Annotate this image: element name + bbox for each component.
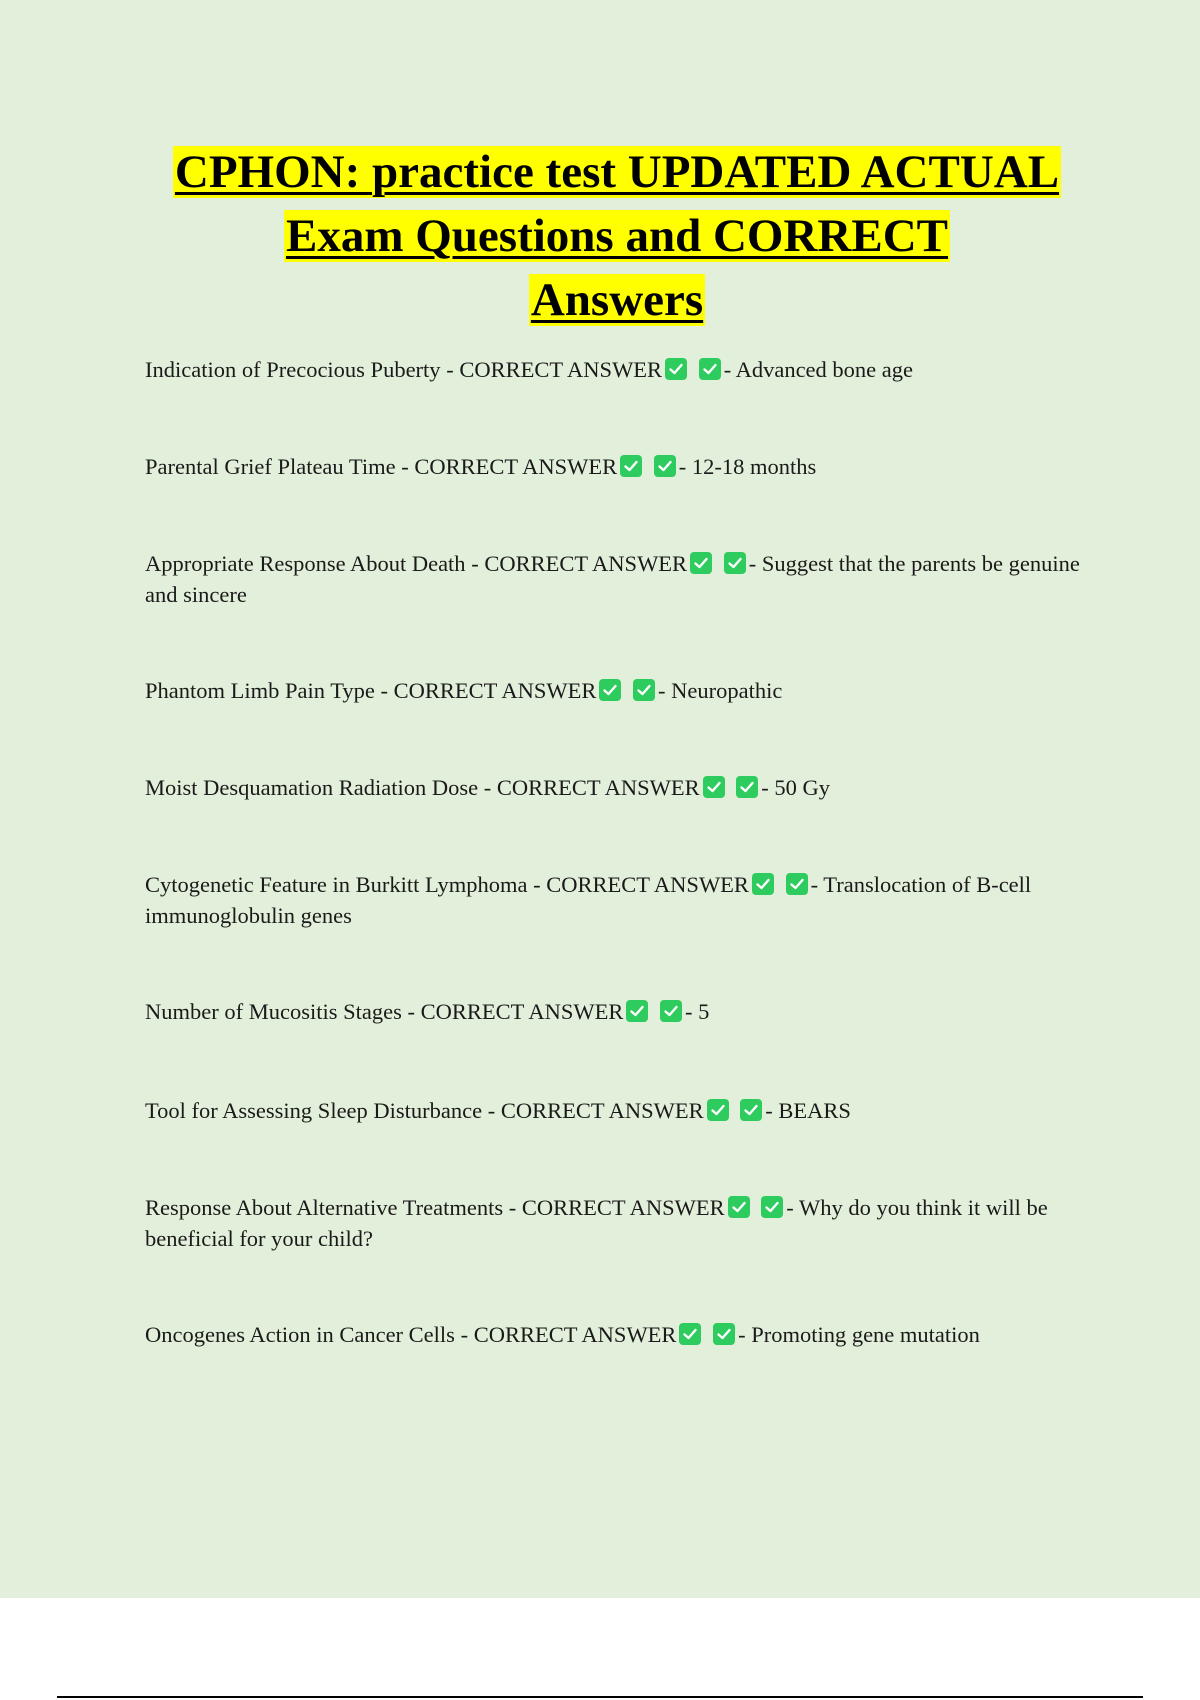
correct-answer-label: CORRECT ANSWER: [546, 872, 749, 897]
check-mark-button-icon: [707, 1099, 729, 1121]
correct-answer-label: CORRECT ANSWER: [473, 1322, 677, 1347]
check-mark-button-icon: [740, 1099, 762, 1121]
qa-item: Moist Desquamation Radiation Dose - CORRECT ANSWER - 50 Gy: [145, 775, 830, 800]
check-mark-button-icon: [724, 552, 746, 574]
document-title: [130, 140, 1104, 332]
check-mark-button-icon: [699, 358, 721, 380]
answer-text: Advanced bone age: [735, 357, 913, 382]
answer-text: BEARS: [778, 1098, 851, 1123]
question-text: Tool for Assessing Sleep Disturbance: [145, 1098, 483, 1123]
correct-answer-label: CORRECT ANSWER: [393, 678, 597, 703]
question-text: Response About Alternative Treatments: [145, 1195, 504, 1220]
qa-item: Number of Mucositis Stages - CORRECT ANSWER - 5: [145, 999, 710, 1024]
answer-text: Suggest that the parents be genuine and sincere: [145, 551, 1080, 607]
answer-text: Neuropathic: [671, 678, 783, 703]
footer-divider: [57, 1696, 1143, 1698]
qa-item: Response About Alternative Treatments - CORRECT ANSWER - Why do you think it will be beneficial for your child?: [145, 1195, 1048, 1251]
check-mark-button-icon: [761, 1196, 783, 1218]
correct-answer-label: CORRECT ANSWER: [459, 357, 663, 382]
qa-item: Phantom Limb Pain Type - CORRECT ANSWER - Neuropathic: [145, 678, 783, 703]
check-mark-button-icon: [690, 552, 712, 574]
check-mark-button-icon: [703, 776, 725, 798]
check-mark-button-icon: [599, 679, 621, 701]
answer-text: Promoting gene mutation: [751, 1322, 980, 1347]
question-text: Indication of Precocious Puberty: [145, 357, 441, 382]
qa-item: Cytogenetic Feature in Burkitt Lymphoma - CORRECT ANSWER - Translocation of B-cell immunoglobulin genes: [145, 872, 1032, 928]
question-text: Number of Mucositis Stages: [145, 999, 402, 1024]
check-mark-button-icon: [654, 455, 676, 477]
question-text: Cytogenetic Feature in Burkitt Lymphoma: [145, 872, 528, 897]
qa-item: Indication of Precocious Puberty - CORRECT ANSWER - Advanced bone age: [145, 357, 913, 382]
qa-item: Tool for Assessing Sleep Disturbance - CORRECT ANSWER - BEARS: [145, 1098, 851, 1123]
question-text: Phantom Limb Pain Type: [145, 678, 375, 703]
check-mark-button-icon: [736, 776, 758, 798]
check-mark-button-icon: [665, 358, 687, 380]
answer-text: 5: [698, 999, 710, 1024]
check-mark-button-icon: [713, 1323, 735, 1345]
correct-answer-label: CORRECT ANSWER: [500, 1098, 704, 1123]
title-line-2: Exam Questions and CORRECT: [285, 210, 949, 262]
check-mark-button-icon: [786, 873, 808, 895]
check-mark-button-icon: [679, 1323, 701, 1345]
check-mark-button-icon: [626, 1000, 648, 1022]
correct-answer-label: CORRECT ANSWER: [420, 999, 624, 1024]
question-text: Oncogenes Action in Cancer Cells: [145, 1322, 455, 1347]
qa-item: Parental Grief Plateau Time - CORRECT ANSWER - 12-18 months: [145, 454, 817, 479]
answer-text: Translocation of B-cell immunoglobulin genes: [145, 872, 1032, 928]
check-mark-button-icon: [752, 873, 774, 895]
question-text: Moist Desquamation Radiation Dose: [145, 775, 479, 800]
check-mark-button-icon: [633, 679, 655, 701]
correct-answer-label: CORRECT ANSWER: [521, 1195, 725, 1220]
question-text: Appropriate Response About Death: [145, 551, 466, 576]
correct-answer-label: CORRECT ANSWER: [484, 551, 688, 576]
title-line-3: Answers: [530, 274, 704, 326]
title-line-1: CPHON: practice test UPDATED ACTUAL: [174, 146, 1060, 198]
check-mark-button-icon: [660, 1000, 682, 1022]
correct-answer-label: CORRECT ANSWER: [414, 454, 618, 479]
qa-item: Appropriate Response About Death - CORRECT ANSWER - Suggest that the parents be genuine and sincere: [145, 551, 1080, 607]
check-mark-button-icon: [620, 455, 642, 477]
answer-text: Why do you think it will be beneficial for your child?: [145, 1195, 1048, 1251]
correct-answer-label: CORRECT ANSWER: [496, 775, 700, 800]
answer-text: 12-18 months: [691, 454, 817, 479]
question-text: Parental Grief Plateau Time: [145, 454, 396, 479]
title-heading: [130, 140, 1104, 332]
check-mark-button-icon: [728, 1196, 750, 1218]
qa-item: Oncogenes Action in Cancer Cells - CORRECT ANSWER - Promoting gene mutation: [145, 1322, 980, 1347]
answer-text: 50 Gy: [774, 775, 830, 800]
